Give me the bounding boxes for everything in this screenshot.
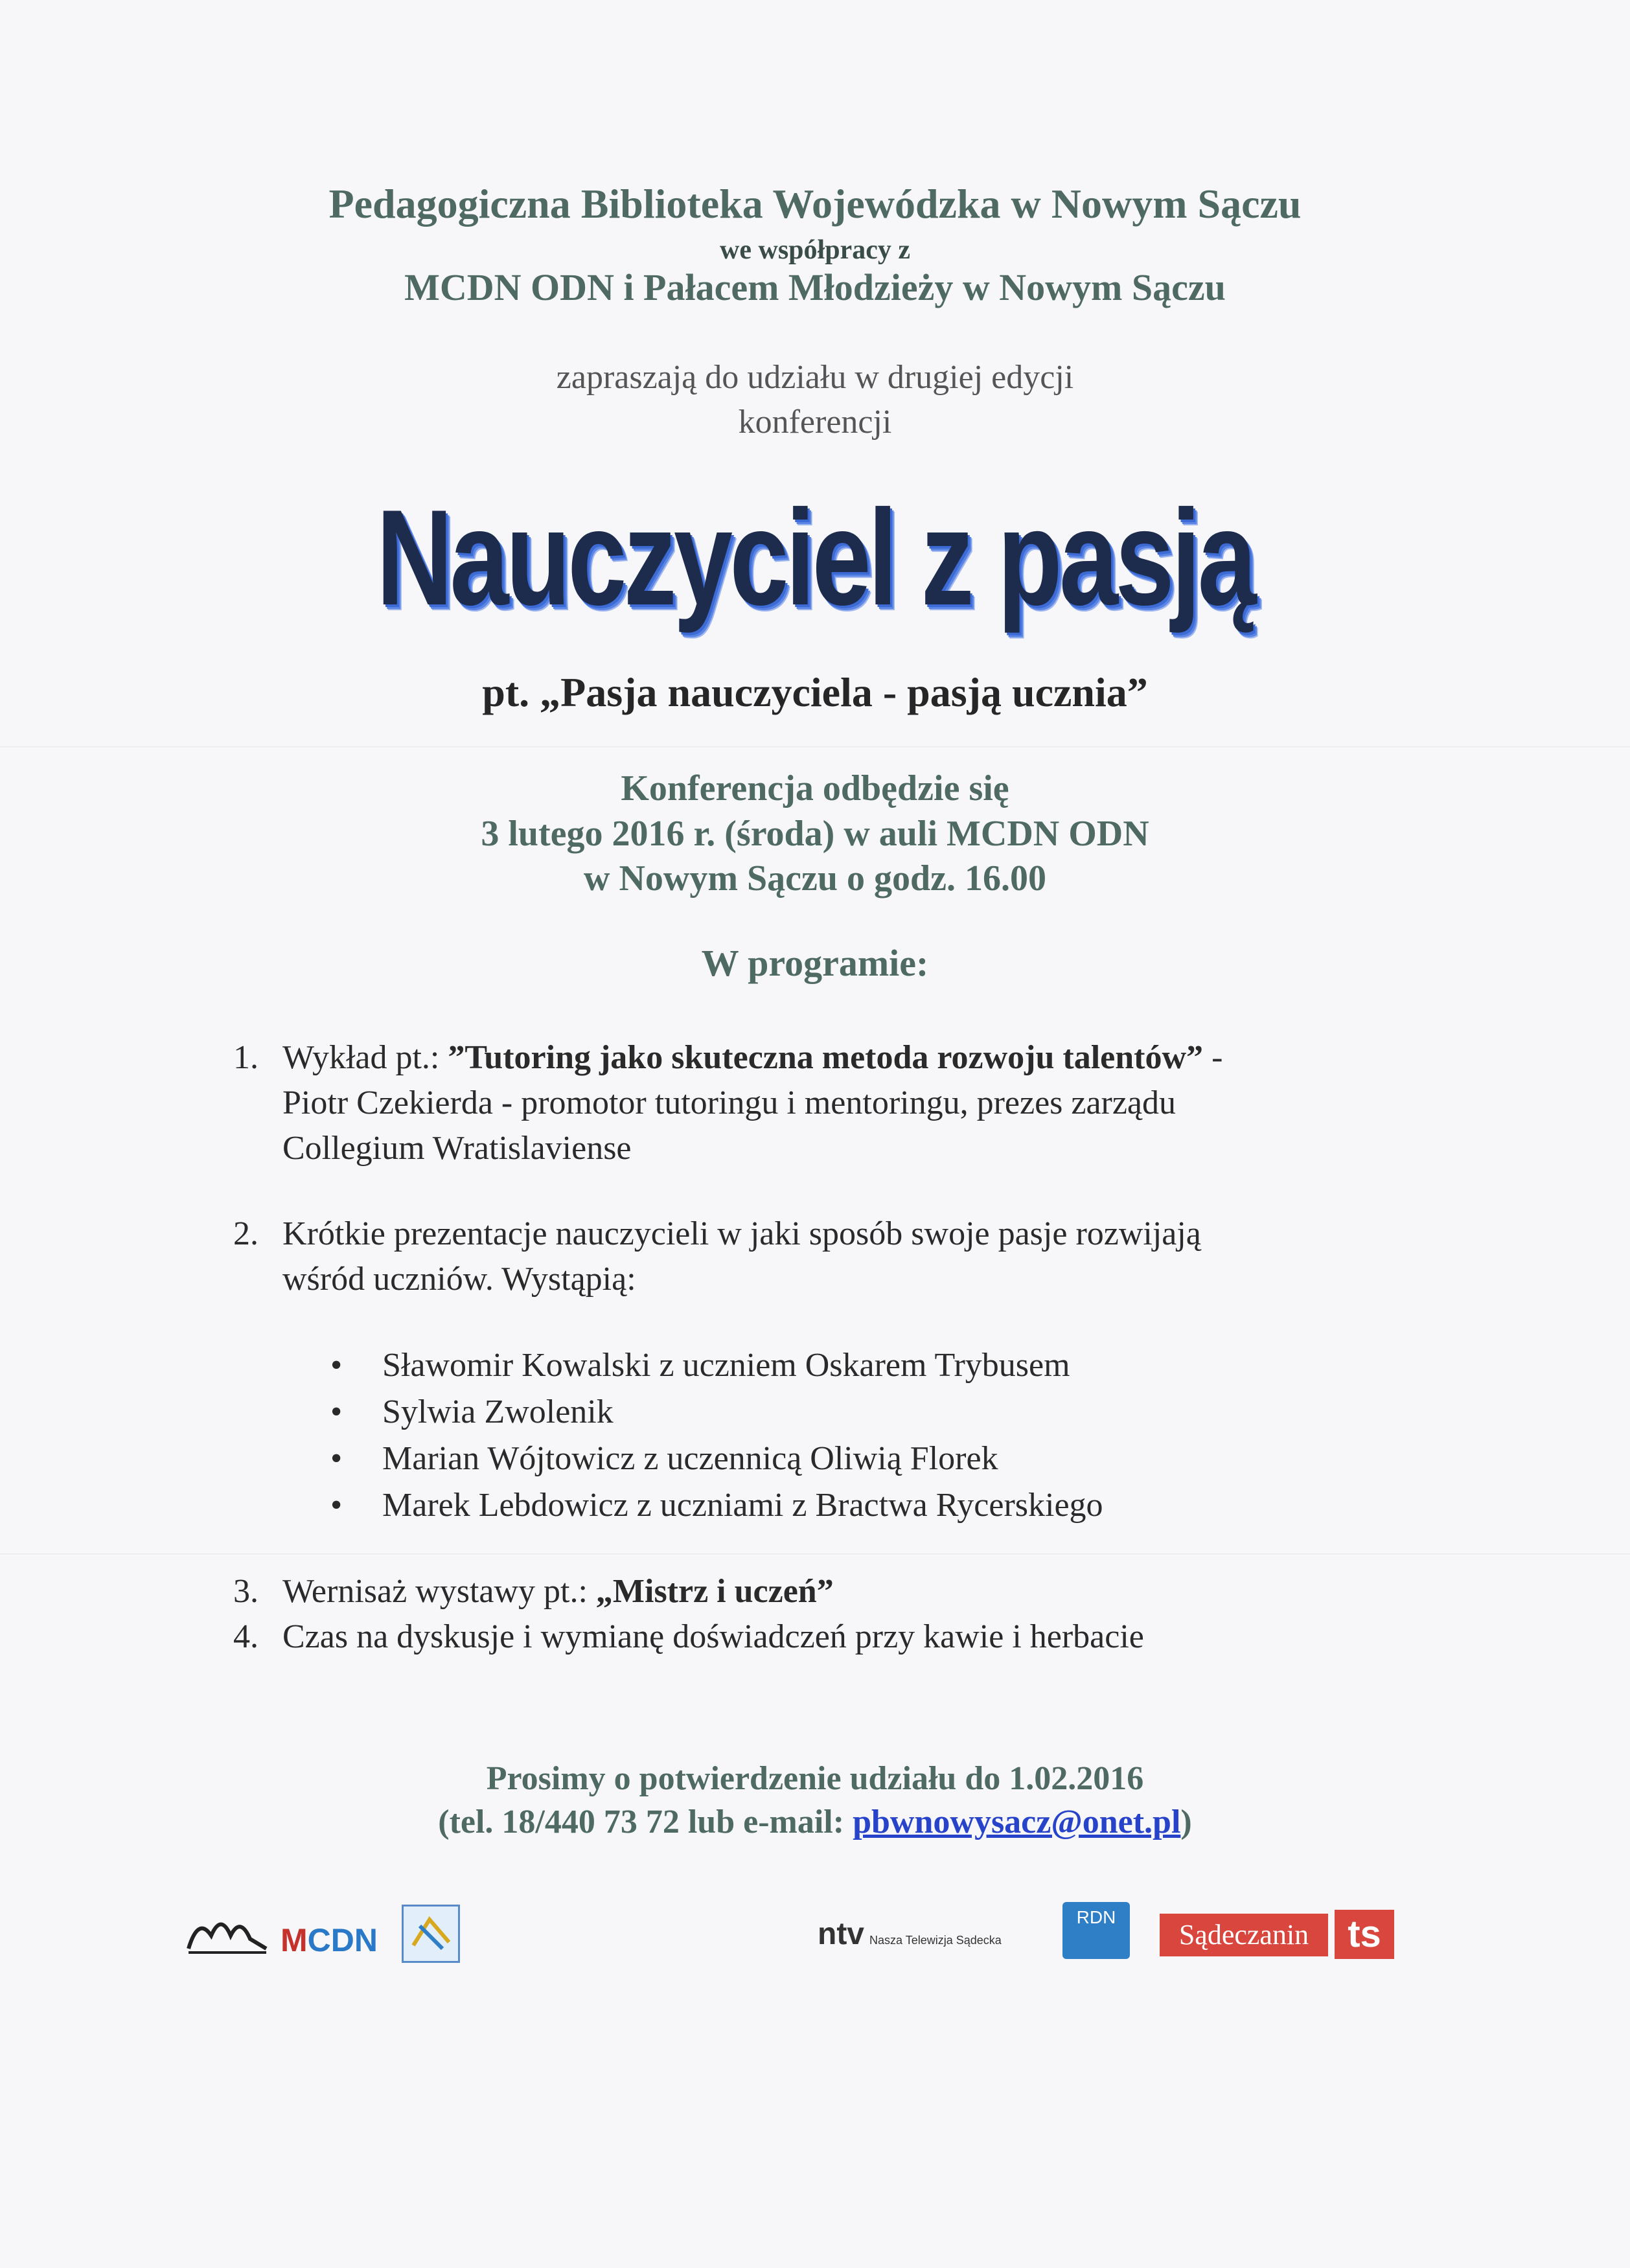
- speaker-item: • Marek Lebdowicz z uczniami z Bractwa Rycerskiego: [330, 1482, 1399, 1529]
- schedule-line: Konferencja odbędzie się: [621, 768, 1009, 808]
- contact-line: [0, 1803, 1630, 1841]
- speaker-item: • Sylwia Zwolenik: [330, 1389, 1399, 1436]
- speakers-list: [330, 1342, 1399, 1529]
- program-item-3: [233, 1569, 1399, 1614]
- program-heading: W programie:: [701, 942, 929, 984]
- exhibition-title: „Mistrz i uczeń”: [595, 1573, 834, 1610]
- email-link[interactable]: pbwnowysacz@onet.pl: [853, 1804, 1181, 1840]
- ntv-logo: ntv Nasza Telewizja Sądecka: [818, 1917, 1002, 1951]
- pbw-logo: [185, 1910, 270, 1959]
- speaker-item: • Marian Wójtowicz z uczennicą Oliwią Florek: [330, 1436, 1399, 1482]
- item-prefix: Wernisaż wystawy pt.:: [282, 1573, 596, 1610]
- item-number: 2.: [233, 1215, 258, 1252]
- lecturer-line: Piotr Czekierda - promotor tutoringu i mentoringu, prezes zarządu: [282, 1084, 1177, 1121]
- program-list: [233, 1035, 1399, 1660]
- invitation-line: zapraszają do udziału w drugiej edycji: [556, 359, 1074, 396]
- item-prefix: Wykład pt.:: [282, 1039, 448, 1076]
- confirmation-line: Prosimy o potwierdzenie udziału do 1.02.2016: [486, 1760, 1144, 1797]
- item-text: Czas na dyskusje i wymianę doświadczeń przy kawie i herbacie: [282, 1618, 1144, 1655]
- sadeczanin-logo: Sądeczanin: [1160, 1914, 1328, 1956]
- palac-mlodziezy-logo: [402, 1905, 460, 1963]
- mcdn-logo: MCDN: [281, 1922, 378, 1958]
- speaker-item: • Sławomir Kowalski z uczniem Oskarem Trybusem: [330, 1342, 1399, 1389]
- ts-logo: ts: [1335, 1910, 1394, 1959]
- item-number: 1.: [233, 1039, 258, 1076]
- contact-prefix: (tel. 18/440 73 72 lub e-mail:: [438, 1804, 853, 1840]
- cooperation-line: we współpracy z: [720, 235, 910, 265]
- conference-title: Nauczyciel z pasją: [376, 481, 1254, 634]
- schedule-place: w Nowym Sączu o godz. 16.00: [584, 858, 1046, 899]
- item-number: 3.: [233, 1573, 258, 1610]
- item-suffix: -: [1203, 1039, 1223, 1076]
- conference-subtitle: pt. „Pasja nauczyciela - pasją ucznia”: [482, 669, 1148, 715]
- program-item-2: [233, 1211, 1399, 1302]
- paper-fold: [0, 746, 1630, 749]
- item-number: 4.: [233, 1618, 258, 1655]
- schedule-date: 3 lutego 2016 r. (środa) w auli MCDN ODN: [481, 814, 1149, 854]
- contact-suffix: ): [1180, 1804, 1192, 1840]
- item-text: wśród uczniów. Wystąpią:: [282, 1261, 636, 1298]
- organizer-name: Pedagogiczna Biblioteka Wojewódzka w Nowym Sączu: [328, 181, 1302, 227]
- program-item-4: [233, 1614, 1399, 1660]
- program-item-1: [233, 1035, 1399, 1171]
- lecture-title: ”Tutoring jako skuteczna metoda rozwoju talentów”: [448, 1039, 1204, 1076]
- item-text: Krótkie prezentacje nauczycieli w jaki sposób swoje pasje rozwijają: [282, 1215, 1201, 1252]
- lecturer-org: Collegium Wratislaviense: [282, 1130, 632, 1167]
- partners-line: MCDN ODN i Pałacem Młodzieży w Nowym Sączu: [404, 266, 1226, 308]
- invitation-line: konferencji: [738, 404, 892, 441]
- rdn-logo: RDN: [1062, 1902, 1130, 1959]
